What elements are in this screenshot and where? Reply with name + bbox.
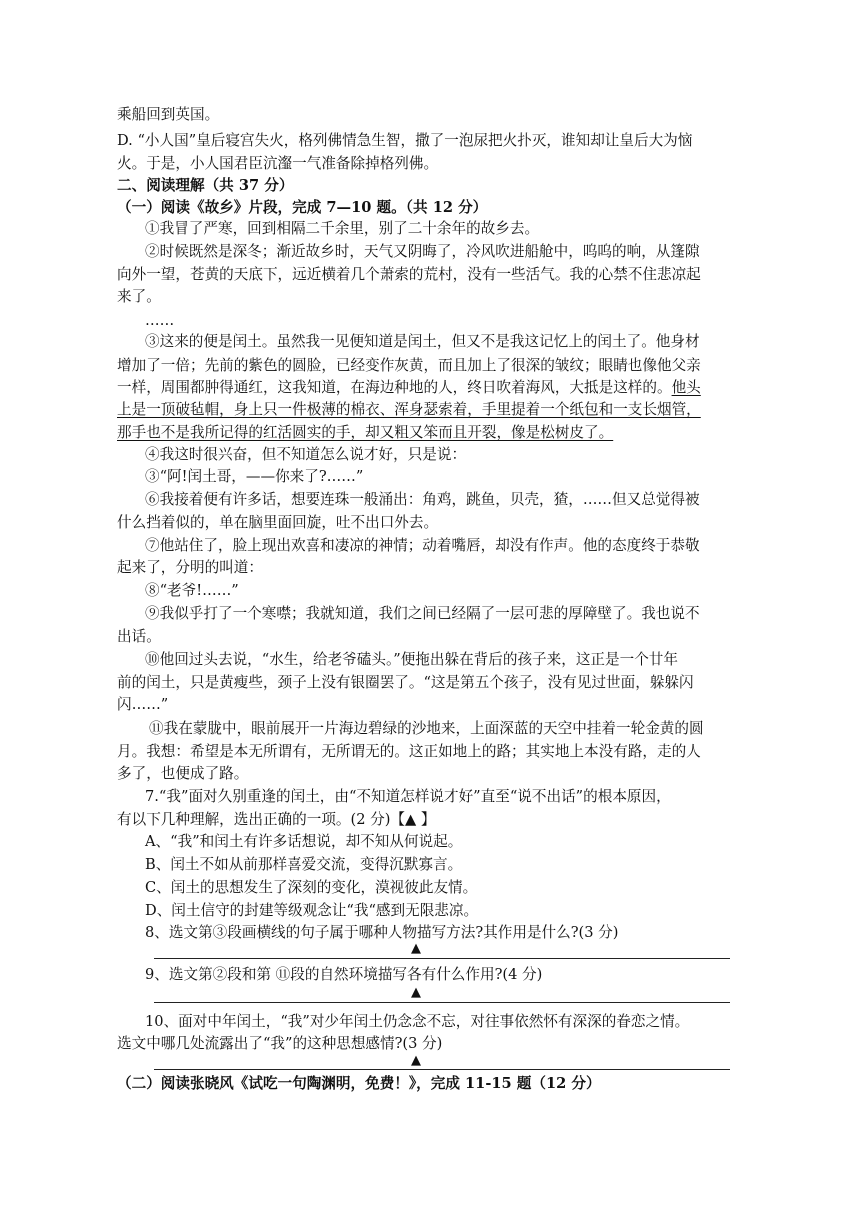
part-heading: （一）阅读《故乡》片段，完成 7—10 题。（共 12 分）: [117, 199, 488, 216]
paragraph-5: ③“阿!闰土哥，——你来了?……”: [145, 468, 364, 485]
paragraph-3-line: [117, 377, 745, 399]
paragraph-2: ②时候既然是深冬；渐近故乡时，天气又阴晦了，冷风吹进船舱中，呜呜的响，从篷隙: [145, 243, 700, 260]
paragraph-11-line: 多了，也便成了路。: [117, 765, 249, 782]
paragraph-2-line: 向外一望，苍黄的天底下，远近横着几个萧索的荒村，没有一些活气。我的心禁不住悲凉起: [117, 266, 701, 283]
section-heading: 二、阅读理解（共 37 分）: [117, 177, 294, 194]
paragraph-10: ⑩他回过头去说，“水生，给老爷磕头。”便拖出躲在背后的孩子来，这正是一个廿年: [145, 651, 678, 668]
text-line: 火。于是，小人国君臣沆瀣一气准备除掉格列佛。: [117, 155, 439, 172]
paragraph-1: ①我冒了严寒，回到相隔二千余里，别了二十余年的故乡去。: [145, 220, 540, 237]
answer-line[interactable]: [154, 1002, 730, 1003]
paragraph-7-line: 起来了，分明的叫道：: [117, 559, 263, 576]
paragraph-6: ⑥我接着便有许多话，想要连珠一般涌出：角鸡，跳鱼，贝壳，猹，……但又总觉得被: [145, 491, 700, 508]
part-heading: （二）阅读张晓风《试吃一句陶渊明，免费！》，完成 11-15 题（12 分）: [117, 1075, 601, 1092]
paragraph-4: ④我这时很兴奋，但不知道怎么说才好，只是说：: [145, 446, 467, 463]
paragraph-8: ⑧“老爷!……”: [145, 582, 239, 599]
underlined-sentence: 上是一顶破毡帽，身上只一件极薄的棉衣、浑身瑟索着，手里提着一个纸包和一支长烟管，: [117, 401, 701, 418]
question-7: 7.“我”面对久别重逢的闰土，由“不知道怎样说才好”直至“说不出话”的根本原因，: [145, 788, 671, 805]
option-d: D、闰土信守的封建等级观念让“我“感到无限悲凉。: [145, 902, 479, 919]
paragraph-10-line: 前的闰土，只是黄瘦些，颈子上没有银圈罢了。“这是第五个孩子，没有见过世面，躲躲闪: [117, 674, 694, 691]
paragraph-3-line: 增加了一倍；先前的紫色的圆脸，已经变作灰黄，而且加上了很深的皱纹；眼睛也像他父亲: [117, 357, 701, 374]
ellipsis: ……: [145, 312, 175, 329]
paragraph-10-line: 闪……”: [117, 696, 169, 713]
underlined-sentence: 他头: [671, 379, 701, 396]
answer-triangle-icon: ▲: [411, 985, 421, 1000]
paragraph-7: ⑦他站住了，脸上现出欢喜和凄凉的神情；动着嘴唇，却没有作声。他的态度终于恭敬: [145, 537, 700, 554]
paragraph-6-line: 什么挡着似的，单在脑里面回旋，吐不出口外去。: [117, 514, 439, 531]
question-10-line: 选文中哪几处流露出了“我”的这种思想感情?(3 分): [117, 1035, 443, 1052]
paragraph-11-line: 月。我想：希望是本无所谓有，无所谓无的。这正如地上的路；其实地上本没有路，走的人: [117, 743, 701, 760]
answer-line[interactable]: [154, 1069, 730, 1070]
option-d-line: D. “小人国”皇后寝宫失火，格列佛情急生智，撒了一泡尿把火扑灭，谁知却让皇后大为恼: [117, 132, 693, 149]
question-8: 8、选文第③段画横线的句子属于哪种人物描写方法?其作用是什么?(3 分): [145, 924, 619, 941]
option-c: C、闰土的思想发生了深刻的变化，漠视彼此友情。: [145, 879, 478, 896]
paragraph-9-line: 出话。: [117, 628, 161, 645]
paragraph-3: ③这来的便是闰土。虽然我一见便知道是闰土，但又不是我这记忆上的闰土了。他身材: [145, 333, 700, 350]
paragraph-11: ⑪我在蒙胧中，眼前展开一片海边碧绿的沙地来，上面深蓝的天空中挂着一轮金黄的圆: [149, 720, 704, 737]
paragraph-2-line: 来了。: [117, 288, 161, 305]
option-b: B、闰土不如从前那样喜爱交流，变得沉默寡言。: [145, 856, 463, 873]
answer-triangle-icon: ▲: [411, 941, 421, 956]
paragraph-9: ⑨我似乎打了一个寒噤；我就知道，我们之间已经隔了一层可悲的厚障壁了。我也说不: [145, 605, 700, 622]
text-line: 乘船回到英国。: [117, 106, 220, 123]
question-9: 9、选文第②段和第 ⑪段的自然环境描写各有什么作用?(4 分): [145, 966, 543, 983]
option-a: A、“我”和闰土有许多话想说，却不知从何说起。: [145, 833, 463, 850]
underlined-sentence: 那手也不是我所记得的红活圆实的手，却又粗又笨而且开裂，像是松树皮了。: [117, 424, 614, 441]
answer-line[interactable]: [154, 958, 730, 959]
plain-text: 一样，周围都肿得通红，这我知道，在海边种地的人，终日吹着海风，大抵是这样的。: [117, 379, 672, 396]
question-7-line: 有以下几种理解，选出正确的一项。(2 分)【▲ 】: [117, 811, 436, 828]
question-10: 10、面对中年闰土，“我”对少年闰土仍念念不忘，对往事依然怀有深深的眷恋之情。: [145, 1013, 690, 1030]
answer-triangle-icon: ▲: [411, 1053, 421, 1068]
